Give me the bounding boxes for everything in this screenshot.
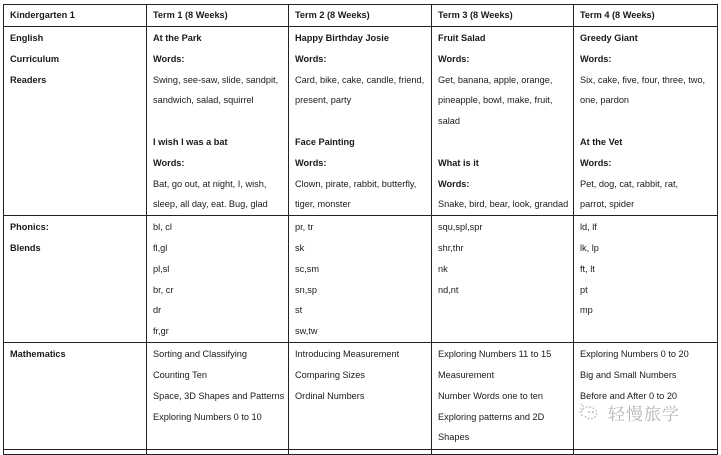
mathematics-label-cell xyxy=(4,343,147,450)
words-line: parrot, spider xyxy=(580,199,635,210)
topic-item: Counting Ten xyxy=(153,369,207,380)
watermark xyxy=(578,400,680,425)
reader-title: Face Painting xyxy=(295,136,355,147)
words-label: Words: xyxy=(580,157,612,168)
topic-item: Measurement xyxy=(438,369,495,380)
reader-title: What is it xyxy=(438,157,479,168)
wechat-channel-icon xyxy=(578,402,604,424)
words-line: present, party xyxy=(295,95,352,106)
row-label: Mathematics xyxy=(10,349,66,360)
words-label: Words: xyxy=(580,53,612,64)
words-line: sandwich, salad, squirrel xyxy=(153,95,254,106)
words-line: Pet, dog, cat, rabbit, rat, xyxy=(580,178,679,189)
words-line: Bat, go out, at night, I, wish, xyxy=(153,178,267,189)
words-label: Words: xyxy=(153,157,185,168)
phonics-label-cell xyxy=(4,216,147,343)
words-line: one, pardon xyxy=(580,95,630,106)
header-row xyxy=(4,5,718,27)
blend-item: sk xyxy=(295,242,305,253)
words-label: Words: xyxy=(295,53,327,64)
words-line: Swing, see-saw, slide, sandpit, xyxy=(153,74,279,85)
blend-item: nk xyxy=(438,263,448,274)
reader-title: Happy Birthday Josie xyxy=(295,33,389,43)
topic-item: Exploring Numbers 0 to 10 xyxy=(153,411,262,422)
blend-item: bl, cl xyxy=(153,222,172,233)
words-label: Words: xyxy=(153,53,185,64)
phonics-term-2-cell xyxy=(289,216,432,343)
reader-title: I wish I was a bat xyxy=(153,136,228,147)
topic-item: Introducing Measurement xyxy=(295,349,400,360)
words-line: Card, bike, cake, candle, friend, xyxy=(295,74,425,85)
watermark-text: 轻慢旅学 xyxy=(608,405,680,425)
words-line: Get, banana, apple, orange, xyxy=(438,74,553,85)
row-label: Curriculum xyxy=(10,53,60,64)
blend-item: sw,tw xyxy=(295,326,318,337)
english-row xyxy=(4,27,718,216)
topic-item: Big and Small Numbers xyxy=(580,369,677,380)
empty-cell xyxy=(4,450,147,455)
words-line: Six, cake, five, four, three, two, xyxy=(580,74,706,85)
topic-item: Space, 3D Shapes and Patterns xyxy=(153,390,285,401)
blend-item: mp xyxy=(580,305,593,316)
header-term-3: Term 3 (8 Weeks) xyxy=(432,5,574,27)
row-label: Phonics: xyxy=(10,222,49,233)
words-label: Words: xyxy=(438,178,470,189)
words-line: pineapple, bowl, make, fruit, xyxy=(438,95,553,106)
blend-item: lk, lp xyxy=(580,242,599,253)
words-line: Snake, bird, bear, look, grandad xyxy=(438,199,569,210)
mathematics-term-3-cell xyxy=(432,343,574,450)
english-term-2-cell xyxy=(289,27,432,216)
blend-item: sn,sp xyxy=(295,284,317,295)
topic-item: Exploring patterns and 2D xyxy=(438,411,545,422)
blend-item: nd,nt xyxy=(438,284,459,295)
topic-item: Exploring Numbers 11 to 15 xyxy=(438,349,552,360)
phonics-term-4-cell xyxy=(574,216,718,343)
words-line: sleep, all day, eat. Bug, glad xyxy=(153,199,268,210)
words-line: tiger, monster xyxy=(295,199,351,210)
blend-item: shr,thr xyxy=(438,242,464,253)
topic-item: Before and After 0 to 20 xyxy=(580,390,678,401)
row-label: Readers xyxy=(10,74,47,85)
blend-item: dr xyxy=(153,305,162,316)
english-term-3-cell xyxy=(432,27,574,216)
blend-item: pt xyxy=(580,284,588,295)
header-corner: Kindergarten 1 xyxy=(4,5,147,27)
blend-item: fr,gr xyxy=(153,326,169,337)
blend-item: pl,sl xyxy=(153,263,170,274)
words-line: Clown, pirate, rabbit, butterfly, xyxy=(295,178,417,189)
words-line: salad xyxy=(438,116,460,127)
blend-item: fl,gl xyxy=(153,242,168,253)
mathematics-row xyxy=(4,343,718,450)
blend-item: squ,spl,spr xyxy=(438,222,483,233)
blend-item: br, cr xyxy=(153,284,174,295)
phonics-term-1-cell xyxy=(147,216,289,343)
topic-item: Exploring Numbers 0 to 20 xyxy=(580,349,689,360)
blend-item: st xyxy=(295,305,303,316)
header-term-4: Term 4 (8 Weeks) xyxy=(574,5,718,27)
header-term-2: Term 2 (8 Weeks) xyxy=(289,5,432,27)
topic-item: Ordinal Numbers xyxy=(295,390,365,401)
topic-item: Comparing Sizes xyxy=(295,369,365,380)
topic-item: Sorting and Classifying xyxy=(153,349,247,360)
empty-cell xyxy=(147,450,289,455)
topic-item: Number Words one to ten xyxy=(438,390,544,401)
row-label: English xyxy=(10,33,44,43)
english-label-cell xyxy=(4,27,147,216)
reader-title: At the Vet xyxy=(580,136,623,147)
next-row-partial xyxy=(4,450,718,455)
blend-item: pr, tr xyxy=(295,222,314,233)
blend-item: ft, lt xyxy=(580,263,595,274)
mathematics-term-1-cell xyxy=(147,343,289,450)
topic-item: Shapes xyxy=(438,432,470,443)
empty-cell xyxy=(574,450,718,455)
blend-item: sc,sm xyxy=(295,263,319,274)
phonics-term-3-cell xyxy=(432,216,574,343)
empty-cell xyxy=(289,450,432,455)
words-label: Words: xyxy=(295,157,327,168)
words-label: Words: xyxy=(438,53,470,64)
mathematics-term-2-cell xyxy=(289,343,432,450)
mathematics-term-4-cell xyxy=(574,343,718,450)
english-term-4-cell xyxy=(574,27,718,216)
row-label: Blends xyxy=(10,242,41,253)
reader-title: At the Park xyxy=(153,33,202,43)
blend-item: ld, lf xyxy=(580,222,597,233)
reader-title: Fruit Salad xyxy=(438,33,486,43)
english-term-1-cell xyxy=(147,27,289,216)
reader-title: Greedy Giant xyxy=(580,33,638,43)
phonics-row xyxy=(4,216,718,343)
curriculum-table xyxy=(3,4,718,455)
header-term-1: Term 1 (8 Weeks) xyxy=(147,5,289,27)
empty-cell xyxy=(432,450,574,455)
